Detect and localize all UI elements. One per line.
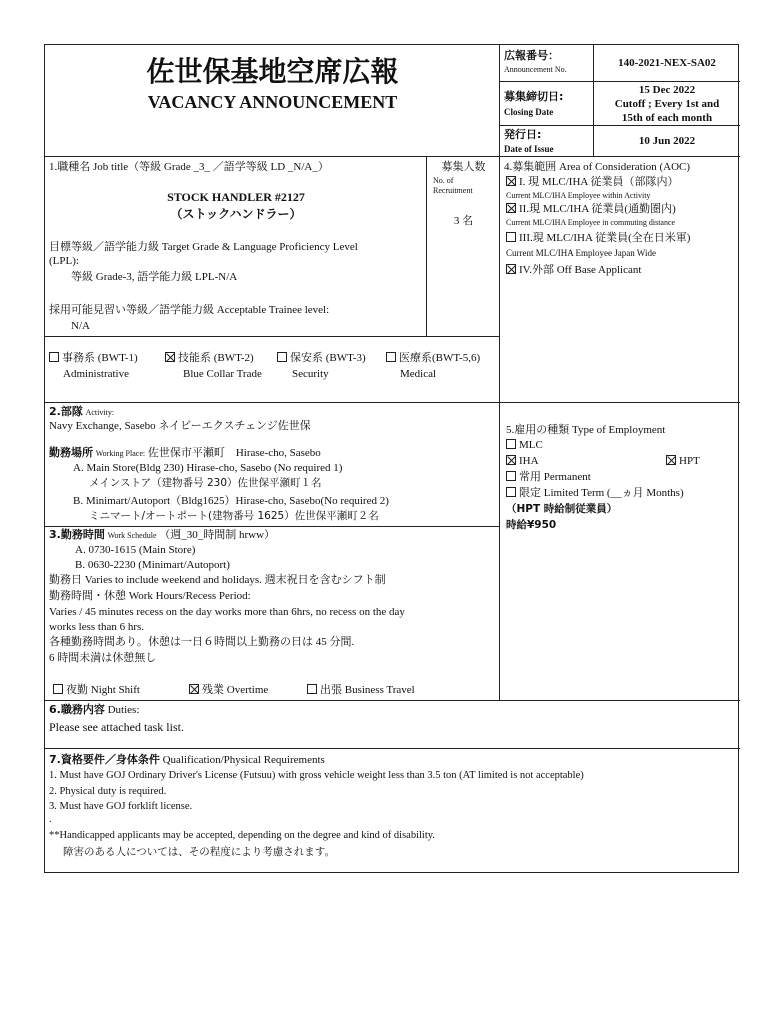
area-option-1-label: I. 現 MLC/IHA 従業員（部隊内） <box>519 176 679 188</box>
closing-value-2: Cutoff ; Every 1st and <box>614 98 720 110</box>
qualification-dot: . <box>49 814 52 825</box>
area-option-2-checkbox[interactable] <box>506 203 516 213</box>
closing-value-3: 15th of each month <box>621 112 713 124</box>
employment-permanent-label: 常用 Permanent <box>519 471 591 483</box>
area-option-3-checkbox[interactable] <box>506 232 516 242</box>
recruitment-label-en-2: Recruitment <box>433 186 473 195</box>
duties-title: 6.職務内容 <box>49 703 105 716</box>
overtime-option[interactable] <box>189 683 268 697</box>
bwt-option-2-checkbox[interactable] <box>165 352 175 362</box>
announcement-no-value-cell <box>594 45 740 82</box>
bwt-option-3-checkbox[interactable] <box>277 352 287 362</box>
area-section <box>500 157 740 403</box>
area-option-3-sub: Current MLC/IHA Employee Japan Wide <box>506 248 656 258</box>
employment-limited-label: 限定 Limited Term (__ヵ月 Months) <box>519 487 684 499</box>
bwt-option-1-en: Administrative <box>63 368 129 380</box>
working-place-line <box>49 446 321 460</box>
issue-value: 10 Jun 2022 <box>638 135 696 147</box>
job-name-english: STOCK HANDLER #2127 <box>167 190 305 204</box>
issue-label: 発行日: <box>504 128 542 141</box>
employment-section <box>500 403 740 701</box>
employment-limited[interactable] <box>506 486 684 500</box>
area-option-1[interactable] <box>506 175 679 189</box>
announcement-no-sub: Announcement No. <box>504 65 567 74</box>
area-option-2[interactable] <box>506 202 676 216</box>
announcement-no-value: 140-2021-NEX-SA02 <box>618 57 716 69</box>
business-travel-option[interactable] <box>307 683 415 697</box>
area-option-2-sub: Current MLC/IHA Employee in commuting distance <box>506 218 676 227</box>
qualification-2: 2. Physical duty is required. <box>49 786 167 797</box>
closing-value-1: 15 Dec 2022 <box>638 84 696 96</box>
announcement-no-label-cell <box>500 45 594 82</box>
bwt-option-2-en: Blue Collar Trade <box>183 368 262 380</box>
employment-limited-checkbox[interactable] <box>506 487 516 497</box>
duties-title-line <box>49 703 139 717</box>
schedule-days: 勤務日 Varies to include weekend and holidays. 週末祝日を含むシフト制 <box>49 574 386 586</box>
schedule-recess-jp-2: 6 時間未満は休憩無し <box>49 652 157 664</box>
bwt-option-3-en: Security <box>292 368 329 380</box>
closing-sub: Closing Date <box>504 107 554 117</box>
qualifications-title: 7.資格要件／身体条件 <box>49 753 160 766</box>
area-title: 4.募集範囲 Area of Consideration (AOC) <box>504 161 691 173</box>
area-option-3[interactable] <box>506 231 690 245</box>
qualifications-section <box>45 749 740 874</box>
employment-iha-checkbox[interactable] <box>506 455 516 465</box>
overtime-label: 残業 Overtime <box>202 684 269 696</box>
overtime-checkbox[interactable] <box>189 684 199 694</box>
place-a-line-2: メインストア（建物番号 230）佐世保平瀬町１名 <box>89 477 322 489</box>
bwt-option-3[interactable] <box>277 351 366 365</box>
schedule-week: （週_30_時間制 hrww） <box>159 529 276 541</box>
target-grade-line-1: 目標等級／語学能力級 Target Grade & Language Proficiency Level <box>49 241 358 253</box>
qualification-1: 1. Must have GOJ Ordinary Driver's License (Futsuu) with gross vehicle weight less than 3.5 ton (AT limited is not acceptable) <box>49 770 584 781</box>
bwt-option-4-checkbox[interactable] <box>386 352 396 362</box>
announcement-no-label: 広報番号： <box>504 49 559 62</box>
bwt-option-4-label: 医療系(BWT-5,6) <box>399 352 481 364</box>
place-b-line-2: ミニマート/オートポート(建物番号 1625）佐世保平瀬町２名 <box>89 510 379 522</box>
target-grade-line-2: (LPL): <box>49 255 79 267</box>
area-option-4[interactable] <box>506 263 641 277</box>
area-option-1-checkbox[interactable] <box>506 176 516 186</box>
schedule-hours: 勤務時間・休憩 Work Hours/Recess Period: <box>49 590 251 602</box>
schedule-recess-jp-1: 各種勤務時間あり。休憩は一日６時間以上勤務の日は 45 分間. <box>49 636 355 648</box>
area-option-4-label: IV.外部 Off Base Applicant <box>519 264 642 276</box>
activity-section <box>45 403 500 527</box>
employment-mlc[interactable] <box>506 438 543 452</box>
area-option-1-sub: Current MLC/IHA Employee within Activity <box>506 191 651 200</box>
schedule-title-line <box>49 528 275 542</box>
bwt-option-4-en: Medical <box>400 368 437 380</box>
employment-mlc-label: MLC <box>519 439 543 451</box>
duties-sub: Duties: <box>107 704 140 716</box>
business-travel-label: 出張 Business Travel <box>320 684 415 696</box>
working-place-sub: Working Place: <box>95 449 146 458</box>
closing-value-cell <box>594 82 740 126</box>
issue-value-cell <box>594 126 740 157</box>
issue-label-cell <box>500 126 594 157</box>
duties-value: Please see attached task list. <box>49 720 184 734</box>
job-title-line: 1.職種名 Job title（等級 Grade _3_ ／語学等級 LD _N/A_） <box>49 161 329 173</box>
area-option-4-checkbox[interactable] <box>506 264 516 274</box>
activity-value: Navy Exchange, Sasebo ネイビーエクスチェンジ佐世保 <box>49 420 311 432</box>
employment-iha-label: IHA <box>519 455 539 467</box>
job-name-japanese: （ストックハンドラー） <box>170 207 302 221</box>
bwt-section <box>45 337 500 403</box>
employment-iha[interactable] <box>506 454 539 468</box>
closing-label: 募集締切日: <box>504 90 564 103</box>
night-shift-label: 夜勤 Night Shift <box>66 684 140 696</box>
title-block <box>45 45 500 157</box>
schedule-section <box>45 527 500 701</box>
closing-label-cell <box>500 82 594 126</box>
employment-mlc-checkbox[interactable] <box>506 439 516 449</box>
night-shift-option[interactable] <box>53 683 140 697</box>
employment-permanent-checkbox[interactable] <box>506 471 516 481</box>
schedule-a: A. 0730-1615 (Main Store) <box>75 544 196 556</box>
qualifications-sub: Qualification/Physical Requirements <box>162 754 325 766</box>
bwt-option-2-label: 技能系 (BWT-2) <box>178 352 254 364</box>
bwt-option-1-checkbox[interactable] <box>49 352 59 362</box>
bwt-option-4[interactable] <box>386 351 480 365</box>
working-place-value: 佐世保市平瀬町 Hirase-cho, Sasebo <box>147 447 321 459</box>
activity-title-sub: Activity: <box>85 408 115 417</box>
business-travel-checkbox[interactable] <box>307 684 317 694</box>
area-option-3-label: III.現 MLC/IHA 従業員(全在日米軍) <box>519 232 691 244</box>
activity-title-line <box>49 405 114 419</box>
employment-permanent[interactable] <box>506 470 591 484</box>
employment-hpt-checkbox[interactable] <box>666 455 676 465</box>
schedule-sub: Work Schedule <box>107 531 157 540</box>
schedule-recess-1: Varies / 45 minutes recess on the day works more than 6hrs, no recess on the day <box>49 606 405 618</box>
schedule-b: B. 0630-2230 (Minimart/Autoport) <box>75 559 230 571</box>
bwt-option-1[interactable] <box>49 351 138 365</box>
handicap-note-jp: 障害のある人については、その程度により考慮されます。 <box>63 846 335 858</box>
night-shift-checkbox[interactable] <box>53 684 63 694</box>
employment-wage: 時給¥950 <box>506 519 557 531</box>
place-b-line-1: B. Minimart/Autoport（Bldg1625）Hirase-cho, Sasebo(No required 2) <box>73 495 389 507</box>
title-english: VACANCY ANNOUNCEMENT <box>147 92 398 112</box>
handicap-note-en: **Handicapped applicants may be accepted, depending on the degree and kind of disability. <box>49 830 435 841</box>
duties-section <box>45 701 740 749</box>
issue-sub: Date of Issue <box>504 144 554 154</box>
schedule-recess-2: works less than 6 hrs. <box>49 621 145 633</box>
employment-hpt[interactable] <box>666 454 700 468</box>
title-japanese: 佐世保基地空席広報 <box>146 55 399 88</box>
employment-hpt-label: HPT <box>679 455 700 467</box>
bwt-option-1-label: 事務系 (BWT-1) <box>62 352 138 364</box>
job-section <box>45 157 427 337</box>
target-grade-line-3: 等級 Grade-3, 語学能力級 LPL-N/A <box>71 271 238 283</box>
recruitment-count: 3 名 <box>453 215 474 227</box>
trainee-line-2: N/A <box>71 320 90 332</box>
qualification-3: 3. Must have GOJ forklift license. <box>49 801 193 812</box>
employment-hpt-note: （HPT 時給制従業員） <box>506 503 618 515</box>
bwt-option-3-label: 保安系 (BWT-3) <box>290 352 366 364</box>
qualifications-title-line <box>49 753 325 767</box>
recruitment-section <box>427 157 500 337</box>
area-option-2-label: II.現 MLC/IHA 従業員(通勤圏内) <box>519 203 676 215</box>
schedule-title: 3.勤務時間 <box>49 528 105 541</box>
place-a-line-1: A. Main Store(Bldg 230) Hirase-cho, Sasebo (No required 1) <box>73 462 343 474</box>
recruitment-label-en-1: No. of <box>433 176 454 185</box>
recruitment-label-jp: 募集人数 <box>441 160 486 173</box>
employment-title: 5.雇用の種類 Type of Employment <box>506 424 666 436</box>
activity-title: 2.部隊 <box>49 405 83 418</box>
bwt-option-2[interactable] <box>165 351 254 365</box>
working-place-label: 勤務場所 <box>49 446 93 459</box>
trainee-line-1: 採用可能見習い等級／語学能力級 Acceptable Trainee level: <box>49 304 330 316</box>
vacancy-form <box>44 44 739 873</box>
